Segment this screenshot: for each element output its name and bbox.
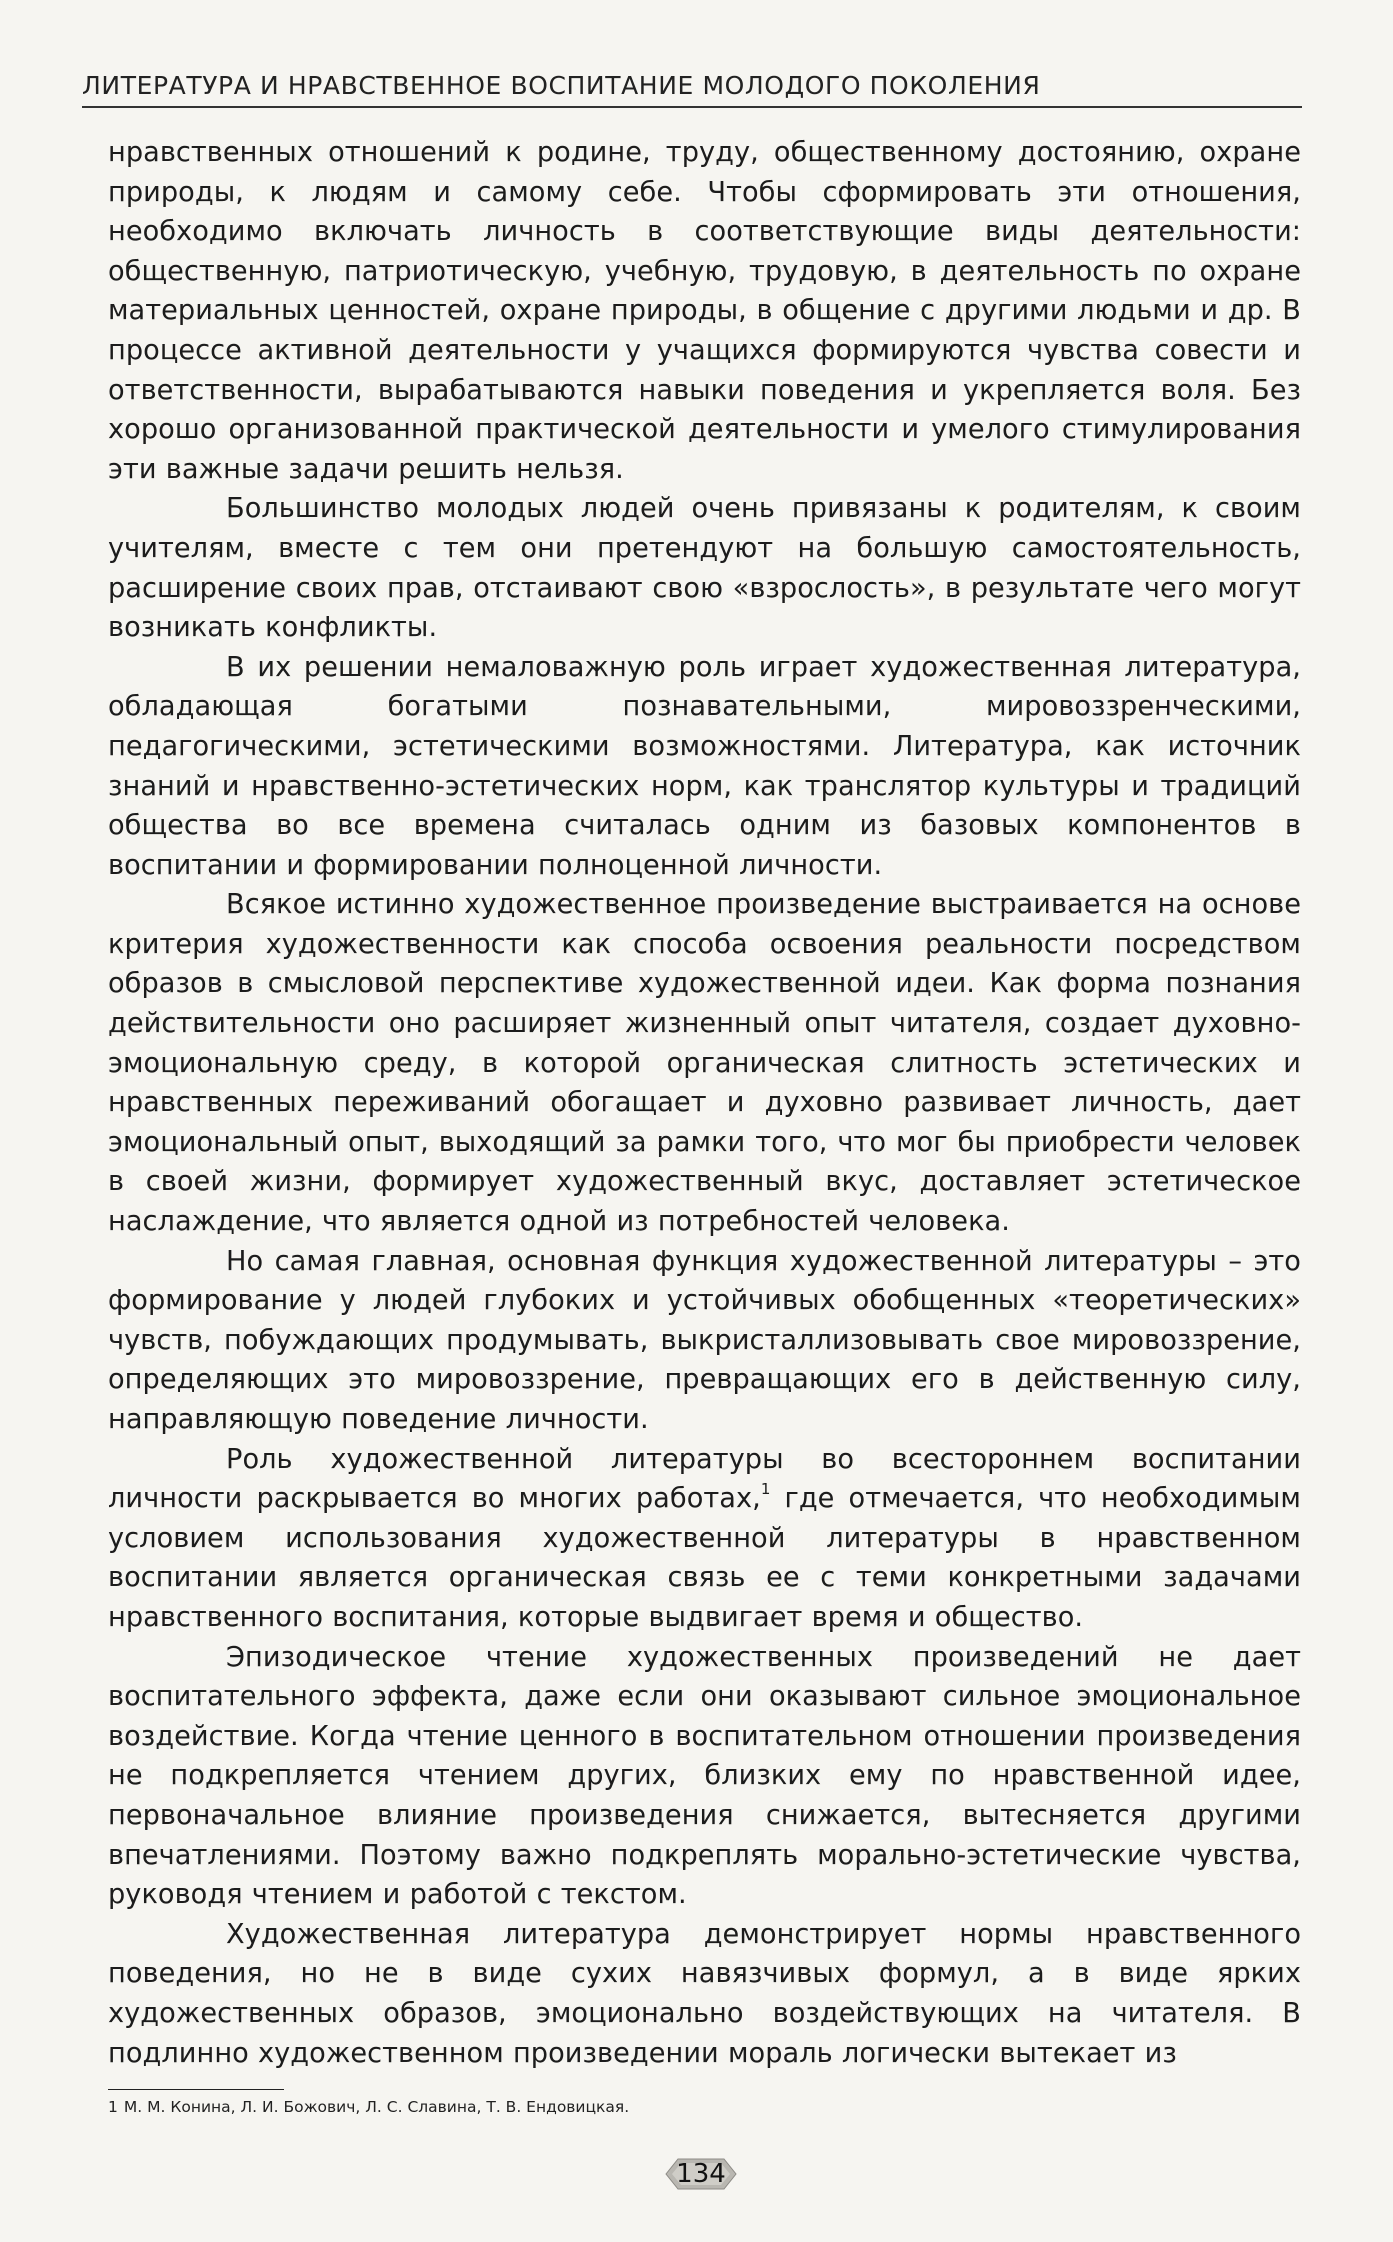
footnote-divider (108, 2089, 284, 2090)
paragraph: Эпизодическое чтение художественных произведений не дает воспитательного эффекта, даже если они оказывают сильное эмоциональное воздействие. Когда чтение ценного в воспитательном отношении произведения не подкрепляется чтением других, близких ему по нравственной идее, первоначальное влияние произведения снижается, вытесняется другими впечатлениями. Поэтому важно подкреплять морально-эстетические чувства, руководя чтением и работой с текстом. (108, 1641, 1301, 1911)
paragraph: Большинство молодых людей очень привязаны к родителям, к своим учителям, вместе с тем они претендуют на большую самостоятельность, расширение своих прав, отстаивают свою «взрослость», в результате чего могут возникать конфликты. (108, 493, 1301, 644)
paragraph: Всякое истинно художественное произведение выстраивается на основе критерия художественности как способа освоения реальности посредством образов в смысловой перспективе художественной идеи. Как форма познания действительности оно расширяет жизненный опыт читателя, создает духовно-эмоциональную среду, в которой органическая слитность эстетических и нравственных переживаний обогащает и духовно развивает личность, дает эмоциональный опыт, выходящий за рамки того, что мог бы приобрести человек в своей жизни, формирует художественный вкус, доставляет эстетическое наслаждение, что является одной из потребностей человека. (108, 889, 1301, 1238)
paragraph: Но самая главная, основная функция художественной литературы – это формирование у людей глубоких и устойчивых обобщенных «теоретических» чувств, побуждающих продумывать, выкристаллизовывать свое мировоззрение, определяющих это мировоззрение, превращающих его в действенную силу, направляющую поведение личности. (108, 1245, 1301, 1435)
footnote-reference: 1 (760, 1480, 771, 1499)
paragraph: Художественная литература демонстрирует нормы нравственного поведения, но не в виде сухих навязчивых формул, а в виде ярких художественных образов, эмоционально воздействующих на читателя. В подлинно художественном произведении мораль логически вытекает из (108, 1918, 1301, 2069)
running-title: ЛИТЕРАТУРА И НРАВСТВЕННОЕ ВОСПИТАНИЕ МОЛОДОГО ПОКОЛЕНИЯ (82, 71, 1041, 100)
page-number: 134 (676, 2159, 726, 2189)
running-header (82, 64, 1302, 108)
footnote-mark: 1 (108, 2098, 118, 2116)
paragraph-text: где отмечается, что необходимым условием использования художественной литературы в нравственном воспитании является органическая связь ее с теми конкретными задачами нравственного воспитания, которые выдвигает время и общество. (108, 1483, 1301, 1633)
footnote (108, 2097, 629, 2117)
footnote-text: М. М. Конина, Л. И. Божович, Л. С. Славина, Т. В. Ендовицкая. (123, 2098, 630, 2116)
page-number-badge (662, 2145, 740, 2203)
paragraph-continuation: нравственных отношений к родине, труду, общественному достоянию, охране природы, к людям и самому себе. Чтобы сформировать эти отношения, необходимо включать личность в соответствующие виды деятельности: общественную, патриотическую, учебную, трудовую, в деятельность по охране материальных ценностей, охране природы, в общение с другими людьми и др. В процессе активной деятельности у учащихся формируются чувства совести и ответственности, вырабатываются навыки поведения и укрепляется воля. Без хорошо организованной практической деятельности и умелого стимулирования эти важные задачи решить нельзя. (108, 137, 1301, 485)
paragraph: В их решении немаловажную роль играет художественная литература, обладающая богатыми познавательными, мировоззренческими, педагогическими, эстетическими возможностями. Литература, как источник знаний и нравственно-эстетических норм, как транслятор культуры и традиций общества во все времена считалась одним из базовых компонентов в воспитании и формировании полноценной личности. (108, 651, 1301, 881)
body-text (108, 133, 1301, 2073)
paragraph-text: Роль художественной литературы во всестороннем воспитании личности раскрывается во многих работах, (108, 1443, 1301, 1515)
paragraph-with-footnote (108, 1440, 1301, 1638)
